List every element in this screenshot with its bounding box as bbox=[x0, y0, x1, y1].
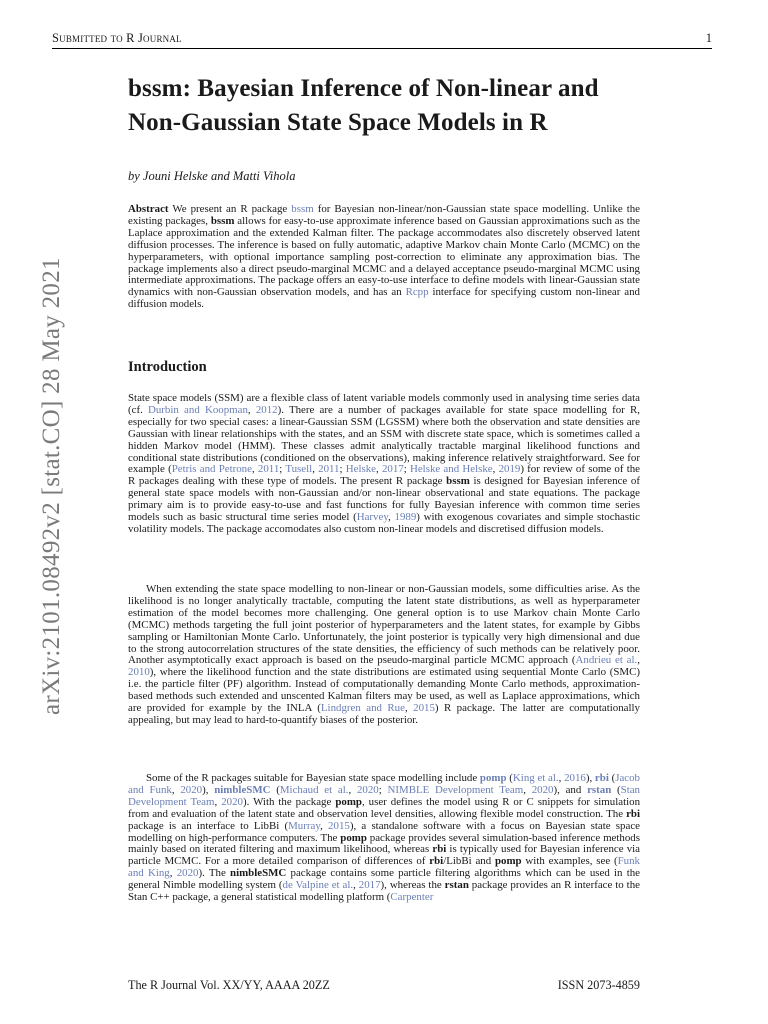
text: ; bbox=[378, 783, 388, 796]
citation-year-link[interactable]: 2010 bbox=[128, 666, 150, 679]
package-name: bssm bbox=[446, 475, 470, 488]
text: ), bbox=[202, 783, 215, 796]
citation-link[interactable]: Harvey bbox=[356, 511, 389, 524]
text: /LibBi and bbox=[443, 855, 495, 868]
text: When extending the state space modelling to non-linear or non-Gaussian models, some difficulties arise. As the likelihood is no longer analytically tractable, computing the latent state distributions, as well as hyperparameter estimation of the model becomes more challenging. One general option is to use Markov chain Monte Carlo (MCMC) methods targeting the full joint posterior of hyperparameters and the latent states, for example by Gibbs sampling or Hamiltonian Monte Carlo. Unfortunately, the joint posterior is typically very high dimensional and due to the strong autocorrelation structures of the state densities, the efficiency of such methods can be relatively poor. Another asymptotically exact approach is based on the pseudo-marginal particle MCMC approach ( bbox=[128, 583, 640, 667]
citation-year-link[interactable]: 2020 bbox=[180, 783, 203, 796]
text: package is an interface to LibBi ( bbox=[128, 819, 289, 832]
citation-year-link[interactable]: 2016 bbox=[564, 772, 586, 784]
citation-link[interactable]: Tusell bbox=[285, 463, 313, 476]
citation-link[interactable]: Helske and Helske bbox=[409, 463, 493, 476]
text: Some of the R packages suitable for Bayesian state space modelling include bbox=[146, 772, 480, 784]
citation-link[interactable]: Funk and King bbox=[128, 855, 641, 880]
text: package provides an R interface to the Stan C++ package, a general statistical modelling platform ( bbox=[128, 879, 640, 904]
text: is typically used for Bayesian inference via particle MCMC. For a more detailed comparison of differences of bbox=[128, 843, 640, 868]
citation-link[interactable]: King et al. bbox=[512, 772, 559, 784]
arxiv-id-text: arXiv:2101.08492v2 [stat.CO] 28 May 2021 bbox=[38, 257, 65, 715]
text: , bbox=[312, 463, 319, 476]
package-name: rbi bbox=[626, 807, 640, 820]
text: package contains some particle filtering algorithms which can be used in the general Nimble modelling system ( bbox=[128, 867, 641, 892]
package-link[interactable]: rstan bbox=[587, 783, 612, 796]
citation-year-link[interactable]: 2020 bbox=[531, 783, 554, 796]
package-name: rstan bbox=[444, 879, 469, 892]
package-name: pomp bbox=[340, 831, 367, 844]
text: , bbox=[388, 511, 395, 524]
citation-link[interactable]: NIMBLE Development Team bbox=[387, 783, 524, 796]
text: ). The bbox=[198, 867, 231, 880]
citation-link[interactable]: Carpenter bbox=[390, 891, 434, 904]
text: , bbox=[637, 654, 640, 667]
package-link[interactable]: rbi bbox=[594, 772, 609, 784]
package-link[interactable]: pomp bbox=[479, 772, 507, 784]
text: , bbox=[169, 867, 177, 880]
citation-year-link[interactable]: 2015 bbox=[413, 702, 435, 715]
intro-paragraph-3 bbox=[128, 773, 640, 904]
text: ). There are a number of packages available for state space modelling for R, especially for two special cases: a linear-Gaussian SSM (LGSSM) where both the observation and state densities are Gaussian with linear relationships with the states, and an SSM with discrete state space, which is sometimes called a hidden Markov model (HMM). These classes admit analytically tractable marginal likelihood functions and conditional state distributions (conditioned on the observations), making inference relatively straightforward. See for example ( bbox=[128, 403, 640, 476]
text: , bbox=[214, 795, 222, 808]
package-name: pomp bbox=[494, 855, 522, 868]
text: , bbox=[558, 772, 565, 784]
citation-link[interactable]: de Valpine et al. bbox=[282, 879, 354, 892]
citation-link[interactable]: Murray bbox=[288, 819, 321, 832]
footer-issn: ISSN 2073-4859 bbox=[557, 978, 640, 992]
text: ), where the likelihood function and the state distributions are estimated using sequential Monte Carlo (SMC) i.e. the particle filter (PF) algorithm. Instead of computationally demanding Monte Carlo methods, approximation-based methods such extended and unscented Kalman filters may be used, as well as Laplace approximations, which are provided for example by the INLA ( bbox=[128, 666, 640, 715]
text: , bbox=[404, 702, 414, 715]
package-name: nimbleSMC bbox=[230, 867, 287, 880]
abstract bbox=[128, 204, 640, 311]
section-heading-introduction: Introduction bbox=[128, 359, 207, 375]
citation-link[interactable]: Jacob and Funk bbox=[128, 772, 640, 796]
text: ) for review of some of the R packages dealing with these type of models. The present R package bbox=[128, 463, 641, 488]
text: package provides several simulation-based inference methods mainly based on iterated filtering and maximum likelihood, whereas bbox=[128, 831, 640, 856]
text: ), whereas the bbox=[380, 879, 445, 892]
text: , user defines the model using R or C snippets for simulation from and evaluation of the latent state and observation level densities, allowing flexible model construction. The bbox=[128, 795, 641, 820]
text: , bbox=[251, 463, 258, 476]
text: ; bbox=[403, 463, 410, 476]
bssm-package-link[interactable]: bssm bbox=[291, 203, 314, 215]
citation-link[interactable]: Andrieu et al. bbox=[575, 654, 638, 667]
text: ), and bbox=[553, 783, 588, 796]
text: State space models (SSM) are a flexible class of latent variable models commonly used in analysing time series data (cf. bbox=[128, 392, 640, 416]
abstract-text: We present an R package bbox=[168, 203, 292, 215]
text: ) R package. The latter are computationally appealing, but may lead to hard-to-quantify biases of the posterior. bbox=[128, 702, 640, 726]
citation-year-link[interactable]: 2015 bbox=[328, 819, 350, 832]
text: ( bbox=[270, 783, 280, 796]
abstract-text: interface for specifying custom non-linear and diffusion models. bbox=[128, 286, 640, 311]
text: , bbox=[320, 819, 329, 832]
package-name: rbi bbox=[429, 855, 444, 868]
text: , bbox=[492, 463, 499, 476]
text: is designed for Bayesian inference of general state space models with non-Gaussian and/or non-linear observational and state equations. The package primary aim is to provide easy-to-use and fast functions for fully Bayesian inference with common time series models such as basic structural time series model ( bbox=[128, 475, 640, 524]
package-name: pomp bbox=[335, 795, 362, 808]
page-number: 1 bbox=[705, 31, 712, 45]
abstract-text: for Bayesian non-linear/non-Gaussian state space modelling. Unlike the existing packages, bbox=[128, 203, 640, 227]
citation-year-link[interactable]: 2020 bbox=[221, 795, 243, 808]
text: , bbox=[523, 783, 532, 796]
citation-link[interactable]: Stan Development Team bbox=[128, 783, 641, 808]
citation-year-link[interactable]: 2020 bbox=[356, 783, 379, 796]
text: ( bbox=[608, 772, 616, 784]
package-name: rbi bbox=[432, 843, 447, 856]
text: ) with exogenous covariates and simple stochastic volatility models. The package accomodates also custom non-linear models and discretised diffusion models. bbox=[128, 511, 640, 535]
citation-link[interactable]: Michaud et al. bbox=[279, 783, 349, 796]
citation-year-link[interactable]: 1989 bbox=[394, 511, 417, 524]
citation-year-link[interactable]: 2011 bbox=[318, 463, 340, 476]
citation-year-link[interactable]: 2017 bbox=[381, 463, 404, 476]
abstract-text: allows for easy-to-use approximate inference based on Gaussian approximations such as the Laplace approximation and the extended Kalman filter. The package accommodates also discretely observed latent diffusion processes. The inference is based on fully automatic, adaptive Markov chain Monte Carlo (MCMC) on the hyperparameters, with optional importance sampling post-correction to eliminate any approximation bias. The package implements also a direct pseudo-marginal MCMC and a delayed acceptance pseudo-marginal MCMC using intermediate approximations. The package offers an easy-to-use interface to define models with linear-Gaussian state dynamics with non-Gaussian observation models, and has an bbox=[128, 214, 641, 299]
package-link[interactable]: nimbleSMC bbox=[214, 783, 271, 796]
citation-year-link[interactable]: 2020 bbox=[176, 867, 199, 880]
intro-paragraph-1 bbox=[128, 393, 640, 536]
citation-year-link[interactable]: 2017 bbox=[358, 879, 381, 892]
rcpp-package-link[interactable]: Rcpp bbox=[405, 286, 429, 299]
citation-link[interactable]: Petris and Petrone bbox=[171, 463, 252, 476]
text: , bbox=[247, 403, 256, 416]
text: with examples, see ( bbox=[521, 855, 618, 868]
text: , bbox=[348, 783, 357, 796]
text: ), bbox=[585, 772, 595, 784]
citation-year-link[interactable]: 2012 bbox=[255, 403, 278, 416]
running-journal-title: Submitted to R Journal bbox=[52, 31, 182, 45]
text: ( bbox=[611, 783, 621, 796]
citation-link[interactable]: Durbin and Koopman bbox=[148, 403, 248, 416]
paper-authors: by Jouni Helske and Matti Vihola bbox=[128, 169, 296, 183]
citation-link[interactable]: Helske bbox=[345, 463, 377, 476]
abstract-label: Abstract bbox=[128, 203, 169, 215]
text: ; bbox=[279, 463, 286, 476]
bssm-name: bssm bbox=[210, 214, 235, 227]
paper-title: bssm: Bayesian Inference of Non-linear and Non-Gaussian State Space Models in R bbox=[128, 75, 599, 136]
text: , bbox=[376, 463, 382, 476]
text: , bbox=[171, 783, 181, 796]
text: ; bbox=[339, 463, 346, 476]
footer-journal-info: The R Journal Vol. XX/YY, AAAA 20ZZ bbox=[128, 978, 330, 992]
page-header bbox=[52, 31, 712, 49]
text: ), a standalone software with a focus on Bayesian state space modelling on high-performance computers. The bbox=[128, 819, 640, 844]
citation-year-link[interactable]: 2011 bbox=[257, 463, 280, 476]
text: , bbox=[353, 879, 359, 892]
citation-link[interactable]: Lindgren and Rue bbox=[320, 702, 405, 715]
text: ). With the package bbox=[242, 795, 336, 808]
text: ( bbox=[506, 772, 513, 784]
intro-paragraph-2 bbox=[128, 584, 640, 727]
citation-year-link[interactable]: 2019 bbox=[498, 463, 521, 476]
